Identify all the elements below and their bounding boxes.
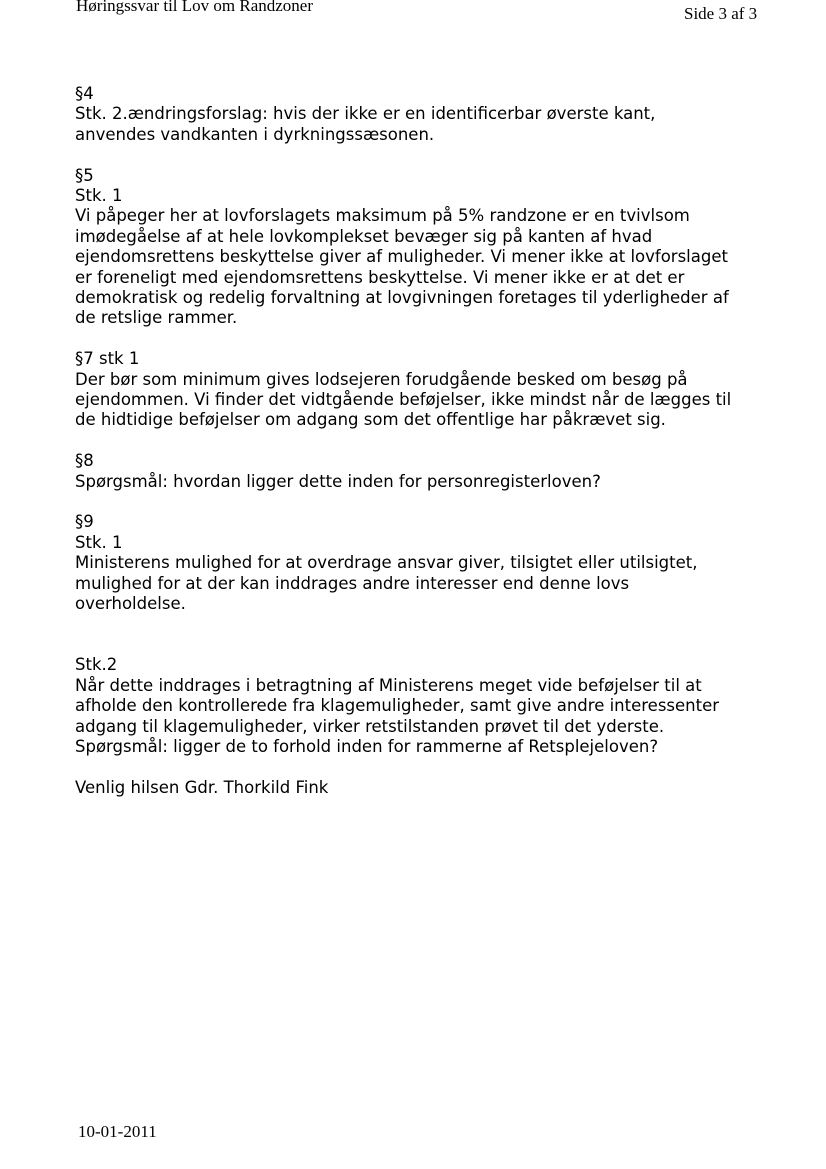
text-line: de retslige rammer. <box>75 308 238 328</box>
section-heading: §7 stk 1 <box>75 349 140 369</box>
subsection-heading: Stk.2 <box>75 655 118 675</box>
text-line: imødegåelse af at hele lovkomplekset bevæger sig på kanten af hvad <box>75 226 653 246</box>
section-heading: §4 <box>75 84 94 103</box>
text-line: Spørgsmål: ligger de to forhold inden for rammerne af Retsplejeloven? <box>75 736 659 756</box>
page-number: Side 3 af 3 <box>684 4 758 23</box>
text-line: Når dette inddrages i betragtning af Ministerens meget vide beføjelser til at <box>75 675 702 695</box>
text-line: afholde den kontrollerede fra klagemuligheder, samt give andre interessenter <box>75 696 720 716</box>
section-paragraph-8 <box>75 451 765 492</box>
text-line: Ministerens mulighed for at overdrage ansvar giver, tilsigtet eller utilsigtet, <box>75 553 698 573</box>
text-line: de hidtidige beføjelser om adgang som det offentlige har påkrævet sig. <box>75 410 666 430</box>
section-paragraph-9 <box>75 512 765 614</box>
text-line: ejendomsrettens beskyttelse giver af muligheder. Vi mener ikke at lovforslaget <box>75 247 728 267</box>
subsection-heading: Stk. 1 <box>75 186 123 206</box>
footer-date: 10-01-2011 <box>78 1122 157 1141</box>
text-line: demokratisk og redelig forvaltning at lovgivningen foretages til yderligheder af <box>75 288 729 308</box>
section-heading: §8 <box>75 451 94 471</box>
section-paragraph-4 <box>75 84 765 145</box>
section-paragraph-9-stk-2 <box>75 655 765 757</box>
text-line: Spørgsmål: hvordan ligger dette inden for personregisterloven? <box>75 471 601 491</box>
text-line: overholdelse. <box>75 594 186 614</box>
text-line: Vi påpeger her at lovforslagets maksimum på 5% randzone er en tvivlsom <box>75 206 690 226</box>
text-line: er foreneligt med ejendomsrettens beskyttelse. Vi mener ikke er at det er <box>75 267 685 287</box>
text-line: Der bør som minimum gives lodsejeren forudgående besked om besøg på <box>75 369 688 389</box>
section-heading: §9 <box>75 512 94 532</box>
section-paragraph-5 <box>75 166 765 329</box>
document-body <box>75 84 765 798</box>
subsection-heading: Stk. 1 <box>75 532 123 552</box>
text-line: ejendommen. Vi finder det vidtgående beføjelser, ikke mindst når de lægges til <box>75 390 732 410</box>
text-line: mulighed for at der kan inddrages andre interesser end denne lovs <box>75 573 630 593</box>
text-line: adgang til klagemuligheder, virker retstilstanden prøvet til det yderste. <box>75 716 665 736</box>
text-line: Stk. 2.ændringsforslag: hvis der ikke er en identificerbar øverste kant, <box>75 104 656 124</box>
text-line: anvendes vandkanten i dyrkningssæsonen. <box>75 124 435 144</box>
section-paragraph-7 <box>75 349 765 431</box>
document-header-title: Høringssvar til Lov om Randzoner <box>76 0 314 15</box>
closing-signature: Venlig hilsen Gdr. Thorkild Fink <box>75 777 329 797</box>
section-heading: §5 <box>75 165 94 185</box>
